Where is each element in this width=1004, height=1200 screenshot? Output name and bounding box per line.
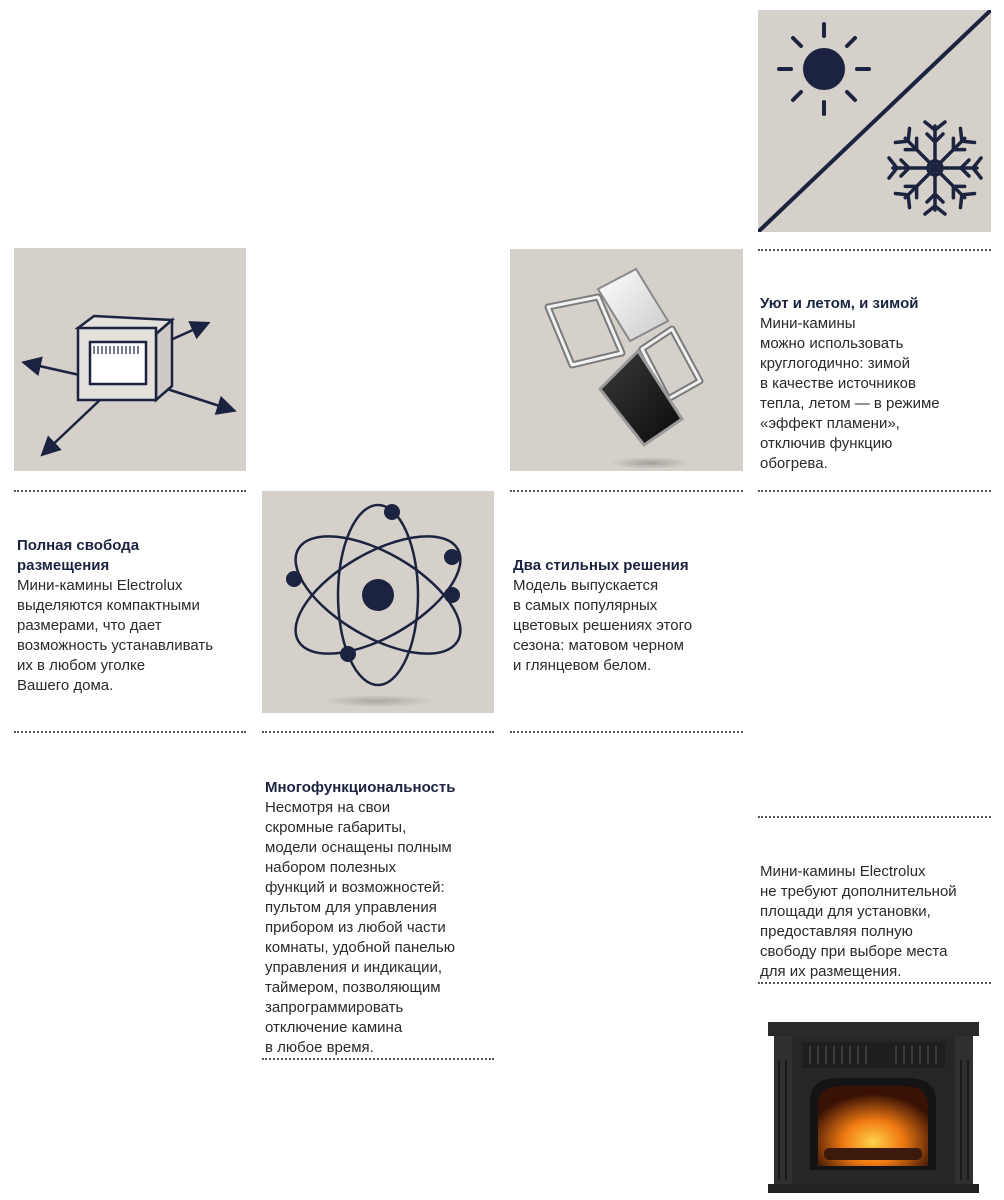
sun-snowflake-icon	[758, 10, 991, 232]
feature-body: Мини-камины можно использовать круглогодично: зимой в качестве источников тепла, летом — в режиме «эффект пламени», отключив функцию обогрева.	[760, 315, 940, 472]
heater-arrows-icon	[14, 248, 246, 471]
note-body: Мини-камины Electrolux не требуют дополнительной площади для установки, предоставляя полную свободу при выборе места для их размещения.	[760, 863, 957, 980]
feature-body: Несмотря на свои скромные габариты, модели оснащены полным набором полезных функций и возможностей: пультом для управления прибором из любой части комнаты, удобной панелью управления и индикации, таймером, позволяющим запрограммировать отключение камина в любое время.	[265, 799, 455, 1056]
divider	[758, 490, 991, 492]
feature-body: Модель выпускается в самых популярных цветовых решениях этого сезона: матовом черном и глянцевом белом.	[513, 577, 693, 674]
divider	[14, 731, 246, 733]
feature-placement	[17, 516, 257, 716]
divider	[758, 982, 991, 984]
placement-tile	[14, 248, 246, 471]
feature-body: Мини-камины Electrolux выделяются компактными размерами, что дает возможность устанавливать их в любом уголке Вашего дома.	[17, 577, 214, 694]
color-panels-icon	[510, 249, 743, 471]
divider	[758, 249, 991, 251]
feature-title: Полная свобода размещения	[17, 537, 140, 574]
divider	[510, 490, 743, 492]
fireplace-image	[766, 1020, 981, 1195]
styles-tile	[510, 249, 743, 471]
divider	[510, 731, 743, 733]
feature-styles	[513, 536, 753, 696]
placement-note	[760, 842, 1000, 1002]
multifunction-tile	[262, 491, 494, 713]
feature-title: Многофункциональность	[265, 779, 456, 796]
divider	[262, 731, 494, 733]
divider	[262, 1058, 494, 1060]
feature-seasons	[760, 274, 1000, 494]
atom-icon	[262, 491, 494, 713]
feature-multifunction	[265, 758, 505, 1078]
divider	[14, 490, 246, 492]
seasons-tile	[758, 10, 991, 232]
feature-title: Два стильных решения	[513, 557, 689, 574]
feature-title: Уют и летом, и зимой	[760, 295, 919, 312]
divider	[758, 816, 991, 818]
